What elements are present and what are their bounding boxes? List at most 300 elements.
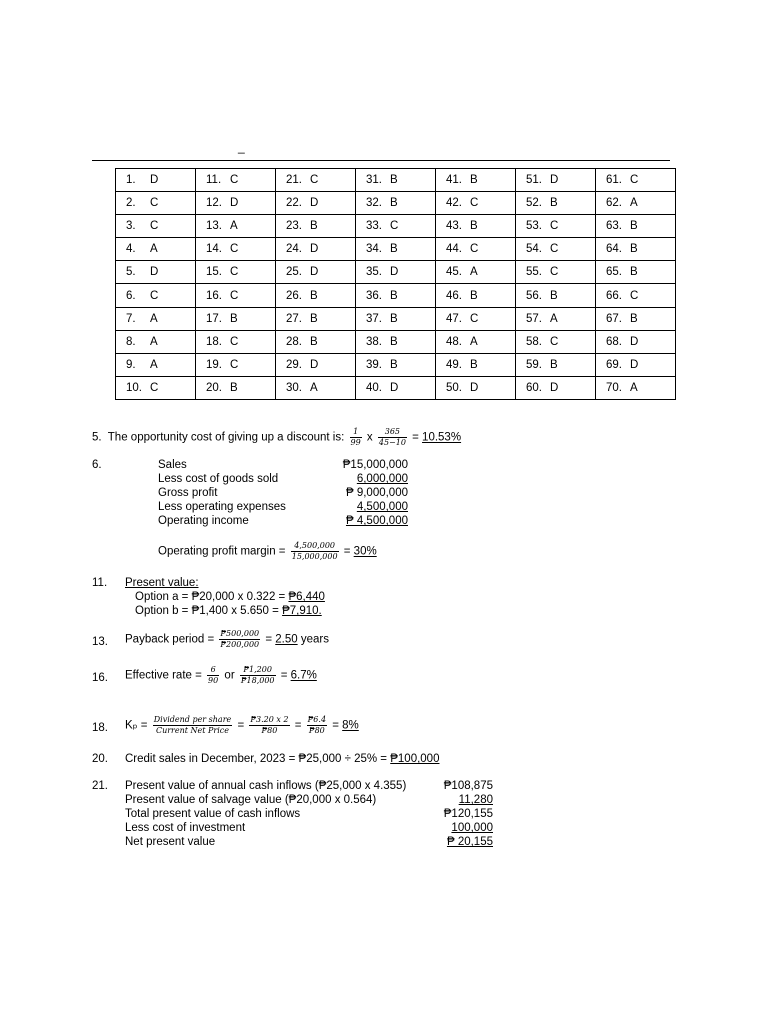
answer-key-cell bbox=[596, 307, 676, 330]
fraction bbox=[153, 715, 233, 736]
question-number: 65. bbox=[606, 266, 622, 279]
question-number: 49. bbox=[446, 358, 462, 371]
question-number: 61. bbox=[606, 174, 622, 187]
answer-letter: A bbox=[150, 243, 158, 256]
solution-21-number: 21. bbox=[92, 780, 108, 792]
answer-key-cell bbox=[276, 169, 356, 192]
answer-letter: B bbox=[310, 289, 318, 302]
answer-letter: B bbox=[470, 358, 478, 371]
question-number: 9. bbox=[126, 358, 136, 371]
row-label: Gross profit bbox=[158, 487, 218, 499]
question-number: 48. bbox=[446, 335, 462, 348]
solution-result: 2.50 bbox=[275, 633, 298, 646]
answer-letter: B bbox=[390, 197, 398, 210]
answer-letter: C bbox=[230, 243, 239, 256]
header-rule bbox=[92, 160, 670, 161]
fraction-numerator: ₱3.20 x 2 bbox=[250, 715, 289, 724]
answer-key-cell bbox=[276, 215, 356, 238]
question-number: 2. bbox=[126, 197, 136, 210]
statement-row bbox=[158, 487, 408, 501]
row-label: Present value of annual cash inflows (₱25,000 x 4.355) bbox=[125, 780, 407, 792]
fraction-numerator: Dividend per share bbox=[153, 715, 232, 724]
question-number: 31. bbox=[366, 174, 382, 187]
answer-key-cell bbox=[196, 215, 276, 238]
solution-5 bbox=[92, 427, 461, 448]
question-number: 21. bbox=[286, 174, 302, 187]
effective-rate bbox=[125, 665, 317, 686]
question-number: 64. bbox=[606, 243, 622, 256]
fraction-numerator: ₱1,200 bbox=[240, 665, 276, 676]
option-b-result: ₱7,910. bbox=[282, 605, 322, 617]
answer-key-cell bbox=[596, 376, 676, 399]
answer-letter: D bbox=[150, 174, 159, 187]
question-number: 8. bbox=[126, 335, 136, 348]
question-number: 11. bbox=[206, 174, 222, 187]
statement-row bbox=[125, 808, 493, 822]
answer-key-cell bbox=[196, 307, 276, 330]
statement-row bbox=[125, 822, 493, 836]
question-number: 37. bbox=[366, 312, 382, 325]
question-number: 4. bbox=[126, 243, 136, 256]
answer-key-cell bbox=[276, 284, 356, 307]
answer-key-cell bbox=[276, 307, 356, 330]
answer-key-cell bbox=[596, 261, 676, 284]
fraction bbox=[291, 541, 339, 562]
answer-letter: C bbox=[550, 243, 559, 256]
answer-letter: D bbox=[310, 197, 319, 210]
cost-of-equity bbox=[125, 715, 359, 736]
answer-key-cell bbox=[196, 261, 276, 284]
times-sign: x bbox=[366, 431, 373, 444]
equals-sign: = bbox=[343, 545, 351, 558]
question-number: 40. bbox=[366, 381, 382, 394]
question-number: 44. bbox=[446, 243, 462, 256]
answer-letter: B bbox=[630, 243, 638, 256]
fraction-denominator: Current Net Price bbox=[155, 726, 229, 735]
row-amount: ₱ 4,500,000 bbox=[345, 515, 408, 527]
fraction-numerator: 4,500,000 bbox=[291, 541, 339, 552]
question-number: 67. bbox=[606, 312, 622, 325]
answer-letter: B bbox=[230, 312, 238, 325]
statement-row bbox=[158, 459, 408, 473]
answer-key-cell bbox=[516, 192, 596, 215]
question-number: 45. bbox=[446, 266, 462, 279]
answer-key-cell bbox=[436, 284, 516, 307]
question-number: 3. bbox=[126, 220, 136, 233]
answer-key-cell bbox=[116, 238, 196, 261]
question-number: 20. bbox=[206, 381, 222, 394]
answer-letter: C bbox=[230, 335, 239, 348]
answer-key-row bbox=[116, 215, 676, 238]
question-number: 68. bbox=[606, 335, 622, 348]
question-number: 39. bbox=[366, 358, 382, 371]
answer-letter: B bbox=[630, 266, 638, 279]
answer-key-cell bbox=[196, 192, 276, 215]
margin-label: Operating profit margin = bbox=[158, 545, 286, 558]
answer-key-cell bbox=[356, 192, 436, 215]
fraction-numerator: ₱6.4 bbox=[307, 715, 327, 724]
question-number: 43. bbox=[446, 220, 462, 233]
operating-margin bbox=[158, 541, 377, 562]
answer-key-cell bbox=[116, 307, 196, 330]
answer-letter: B bbox=[390, 289, 398, 302]
answer-letter: D bbox=[230, 197, 239, 210]
answer-key-cell bbox=[516, 238, 596, 261]
question-number: 53. bbox=[526, 220, 542, 233]
solution-text: The opportunity cost of giving up a discount is: bbox=[107, 431, 345, 444]
answer-key-row bbox=[116, 353, 676, 376]
solution-11-number: 11. bbox=[92, 577, 108, 589]
question-number: 12. bbox=[206, 197, 222, 210]
question-number: 63. bbox=[606, 220, 622, 233]
answer-key-cell bbox=[196, 284, 276, 307]
answer-letter: C bbox=[470, 312, 479, 325]
answer-key-cell bbox=[196, 353, 276, 376]
fraction-denominator: 45−10 bbox=[378, 438, 406, 447]
answer-key-cell bbox=[196, 376, 276, 399]
answer-key-cell bbox=[116, 192, 196, 215]
equals-sign: = bbox=[280, 669, 288, 682]
fraction-denominator: ₱80 bbox=[261, 726, 278, 735]
answer-letter: C bbox=[470, 197, 479, 210]
answer-key-cell bbox=[196, 169, 276, 192]
question-number: 19. bbox=[206, 358, 222, 371]
row-label: Operating income bbox=[158, 515, 249, 527]
question-number: 29. bbox=[286, 358, 302, 371]
question-number: 14. bbox=[206, 243, 222, 256]
statement-row bbox=[125, 780, 493, 794]
answer-letter: C bbox=[550, 220, 559, 233]
row-amount: ₱15,000,000 bbox=[342, 459, 408, 471]
answer-letter: B bbox=[310, 335, 318, 348]
header-dash: _ bbox=[238, 140, 245, 154]
fraction-numerator: 6 bbox=[207, 665, 219, 676]
answer-letter: D bbox=[550, 381, 559, 394]
answer-key-row bbox=[116, 376, 676, 399]
question-number: 33. bbox=[366, 220, 382, 233]
answer-key-cell bbox=[356, 261, 436, 284]
question-number: 69. bbox=[606, 358, 622, 371]
answer-key-cell bbox=[276, 330, 356, 353]
answer-key-row bbox=[116, 284, 676, 307]
answer-key-cell bbox=[516, 307, 596, 330]
solution-18-number: 18. bbox=[92, 722, 108, 734]
question-number: 25. bbox=[286, 266, 302, 279]
answer-key-table bbox=[115, 168, 676, 400]
answer-letter: D bbox=[550, 174, 559, 187]
answer-key-cell bbox=[516, 353, 596, 376]
question-number: 18. bbox=[206, 335, 222, 348]
question-number: 28. bbox=[286, 335, 302, 348]
answer-key-row bbox=[116, 330, 676, 353]
row-label: Less cost of investment bbox=[125, 822, 246, 834]
row-label: Total present value of cash inflows bbox=[125, 808, 301, 820]
question-number: 1. bbox=[126, 174, 136, 187]
fraction-denominator: 90 bbox=[208, 676, 219, 685]
answer-key-cell bbox=[116, 376, 196, 399]
result-unit: years bbox=[300, 633, 329, 646]
question-number: 32. bbox=[366, 197, 382, 210]
question-number: 13. bbox=[206, 220, 222, 233]
npv-statement bbox=[125, 780, 493, 850]
answer-letter: B bbox=[390, 243, 398, 256]
question-number: 66. bbox=[606, 289, 622, 302]
answer-key-cell bbox=[436, 169, 516, 192]
row-label: Less operating expenses bbox=[158, 501, 286, 513]
answer-letter: D bbox=[470, 381, 479, 394]
answer-letter: B bbox=[310, 220, 318, 233]
answer-letter: B bbox=[630, 312, 638, 325]
question-number: 47. bbox=[446, 312, 462, 325]
row-label: Net present value bbox=[125, 836, 216, 848]
answer-key-cell bbox=[436, 261, 516, 284]
answer-letter: B bbox=[310, 312, 318, 325]
or-word: or bbox=[224, 669, 235, 682]
answer-key-cell bbox=[596, 169, 676, 192]
row-amount: ₱ 9,000,000 bbox=[345, 487, 408, 499]
answer-key-cell bbox=[596, 215, 676, 238]
question-number: 27. bbox=[286, 312, 302, 325]
question-number: 60. bbox=[526, 381, 542, 394]
answer-letter: A bbox=[550, 312, 558, 325]
answer-letter: C bbox=[230, 358, 239, 371]
question-number: 62. bbox=[606, 197, 622, 210]
effective-rate-label: Effective rate = bbox=[125, 669, 202, 682]
answer-key-cell bbox=[276, 353, 356, 376]
answer-letter: B bbox=[390, 174, 398, 187]
answer-letter: C bbox=[630, 174, 639, 187]
solution-6-number: 6. bbox=[92, 459, 102, 471]
answer-key-cell bbox=[116, 284, 196, 307]
question-number: 16. bbox=[206, 289, 222, 302]
statement-row bbox=[125, 836, 493, 850]
answer-key-cell bbox=[116, 330, 196, 353]
option-b bbox=[135, 605, 322, 617]
fraction bbox=[219, 629, 260, 650]
question-number: 51. bbox=[526, 174, 542, 187]
answer-key-cell bbox=[596, 192, 676, 215]
equals-sign: = bbox=[265, 633, 273, 646]
answer-key-cell bbox=[356, 169, 436, 192]
row-amount: ₱ 20,155 bbox=[446, 836, 493, 848]
answer-key-cell bbox=[356, 215, 436, 238]
question-number: 58. bbox=[526, 335, 542, 348]
answer-letter: B bbox=[630, 220, 638, 233]
fraction bbox=[350, 427, 362, 448]
question-number: 42. bbox=[446, 197, 462, 210]
question-number: 23. bbox=[286, 220, 302, 233]
question-number: 55. bbox=[526, 266, 542, 279]
answer-key-cell bbox=[196, 238, 276, 261]
equals-sign: = bbox=[332, 719, 339, 732]
answer-key-row bbox=[116, 169, 676, 192]
answer-key-cell bbox=[116, 169, 196, 192]
answer-key-cell bbox=[276, 192, 356, 215]
answer-key-cell bbox=[516, 169, 596, 192]
question-number: 17. bbox=[206, 312, 222, 325]
answer-letter: D bbox=[630, 335, 639, 348]
answer-letter: A bbox=[150, 335, 158, 348]
answer-key-cell bbox=[116, 215, 196, 238]
solution-16-number: 16. bbox=[92, 672, 108, 684]
question-number: 41. bbox=[446, 174, 462, 187]
answer-key-cell bbox=[596, 353, 676, 376]
solution-result: 8% bbox=[342, 719, 359, 732]
answer-key-cell bbox=[436, 192, 516, 215]
answer-letter: A bbox=[470, 335, 478, 348]
answer-key-cell bbox=[356, 330, 436, 353]
solution-13-number: 13. bbox=[92, 636, 108, 648]
answer-key-cell bbox=[596, 238, 676, 261]
question-number: 50. bbox=[446, 381, 462, 394]
answer-key-cell bbox=[436, 238, 516, 261]
answer-key-cell bbox=[196, 330, 276, 353]
answer-letter: D bbox=[310, 266, 319, 279]
row-amount: ₱120,155 bbox=[443, 808, 493, 820]
answer-letter: C bbox=[230, 266, 239, 279]
answer-letter: D bbox=[630, 358, 639, 371]
fraction-numerator: 365 bbox=[378, 427, 407, 438]
question-number: 26. bbox=[286, 289, 302, 302]
question-number: 10. bbox=[126, 381, 142, 394]
question-number: 35. bbox=[366, 266, 382, 279]
answer-key-cell bbox=[516, 330, 596, 353]
answer-key-cell bbox=[516, 376, 596, 399]
answer-letter: B bbox=[230, 381, 238, 394]
answer-letter: B bbox=[390, 335, 398, 348]
row-amount: ₱108,875 bbox=[443, 780, 493, 792]
question-number: 6. bbox=[126, 289, 136, 302]
answer-letter: B bbox=[550, 197, 558, 210]
question-number: 54. bbox=[526, 243, 542, 256]
question-number: 59. bbox=[526, 358, 542, 371]
answer-letter: B bbox=[390, 358, 398, 371]
answer-key-cell bbox=[356, 376, 436, 399]
answer-key-cell bbox=[596, 330, 676, 353]
solution-number: 5. bbox=[92, 431, 102, 444]
answer-letter: C bbox=[150, 220, 159, 233]
credit-sales bbox=[125, 753, 439, 765]
answer-letter: C bbox=[550, 266, 559, 279]
question-number: 38. bbox=[366, 335, 382, 348]
question-number: 5. bbox=[126, 266, 136, 279]
row-amount: 100,000 bbox=[451, 822, 493, 834]
row-amount: 4,500,000 bbox=[356, 501, 408, 513]
answer-key-cell bbox=[596, 284, 676, 307]
row-label: Less cost of goods sold bbox=[158, 473, 279, 485]
solution-20-number: 20. bbox=[92, 753, 108, 765]
solution-result: 10.53% bbox=[422, 431, 462, 444]
row-label: Sales bbox=[158, 459, 187, 471]
option-b-text: Option b = ₱1,400 x 5.650 = bbox=[135, 605, 279, 617]
option-a-result: ₱6,440 bbox=[288, 591, 325, 603]
statement-row bbox=[158, 473, 408, 487]
answer-key-cell bbox=[116, 261, 196, 284]
answer-letter: C bbox=[550, 335, 559, 348]
equals-sign: = bbox=[237, 719, 245, 732]
answer-key-cell bbox=[436, 353, 516, 376]
income-statement bbox=[158, 459, 408, 529]
question-number: 7. bbox=[126, 312, 136, 325]
question-number: 52. bbox=[526, 197, 542, 210]
answer-letter: D bbox=[310, 243, 319, 256]
answer-key-cell bbox=[276, 238, 356, 261]
answer-key-cell bbox=[436, 307, 516, 330]
question-number: 24. bbox=[286, 243, 302, 256]
answer-letter: B bbox=[470, 289, 478, 302]
answer-letter: A bbox=[150, 312, 158, 325]
question-number: 70. bbox=[606, 381, 622, 394]
cost-of-equity-label: Kₚ = bbox=[125, 719, 148, 732]
answer-key-row bbox=[116, 261, 676, 284]
answer-letter: D bbox=[390, 381, 399, 394]
question-number: 56. bbox=[526, 289, 542, 302]
answer-letter: C bbox=[150, 197, 159, 210]
answer-letter: A bbox=[630, 197, 638, 210]
answer-letter: A bbox=[230, 220, 238, 233]
answer-letter: D bbox=[390, 266, 399, 279]
fraction-numerator: 1 bbox=[350, 427, 362, 438]
solution-result: 30% bbox=[353, 545, 377, 558]
answer-letter: A bbox=[470, 266, 478, 279]
answer-key-cell bbox=[436, 330, 516, 353]
answer-key-cell bbox=[516, 261, 596, 284]
fraction-denominator: ₱200,000 bbox=[220, 640, 260, 649]
answer-letter: B bbox=[550, 289, 558, 302]
fraction bbox=[307, 715, 327, 736]
answer-key-cell bbox=[516, 215, 596, 238]
fraction bbox=[240, 665, 276, 686]
fraction-numerator: ₱500,000 bbox=[220, 629, 260, 638]
fraction bbox=[249, 715, 289, 736]
answer-key-cell bbox=[356, 284, 436, 307]
answer-letter: B bbox=[470, 174, 478, 187]
payback-period bbox=[125, 629, 329, 650]
answer-letter: C bbox=[310, 174, 319, 187]
answer-key-cell bbox=[436, 376, 516, 399]
present-value-title: Present value: bbox=[125, 577, 199, 589]
answer-key-cell bbox=[356, 353, 436, 376]
answer-letter: C bbox=[630, 289, 639, 302]
statement-row bbox=[158, 515, 408, 529]
answer-letter: B bbox=[390, 312, 398, 325]
solution-result: 6.7% bbox=[290, 669, 317, 682]
answer-key-row bbox=[116, 307, 676, 330]
answer-letter: C bbox=[390, 220, 399, 233]
answer-letter: B bbox=[550, 358, 558, 371]
fraction-denominator: 15,000,000 bbox=[291, 552, 338, 561]
fraction-denominator: ₱80 bbox=[308, 726, 325, 735]
question-number: 46. bbox=[446, 289, 462, 302]
credit-sales-text: Credit sales in December, 2023 = ₱25,000 ÷ 25% = bbox=[125, 753, 388, 765]
answer-letter: C bbox=[150, 381, 159, 394]
answer-letter: A bbox=[630, 381, 638, 394]
answer-key-cell bbox=[516, 284, 596, 307]
answer-key-cell bbox=[436, 215, 516, 238]
solution-result: ₱100,000 bbox=[390, 753, 440, 765]
answer-key-cell bbox=[356, 238, 436, 261]
answer-letter: D bbox=[150, 266, 159, 279]
question-number: 15. bbox=[206, 266, 222, 279]
statement-row bbox=[158, 501, 408, 515]
answer-key-cell bbox=[276, 261, 356, 284]
answer-letter: B bbox=[470, 220, 478, 233]
row-amount: 6,000,000 bbox=[356, 473, 408, 485]
answer-key-row bbox=[116, 238, 676, 261]
answer-key-cell bbox=[276, 376, 356, 399]
fraction bbox=[378, 427, 407, 448]
equals-sign: = bbox=[294, 719, 302, 732]
